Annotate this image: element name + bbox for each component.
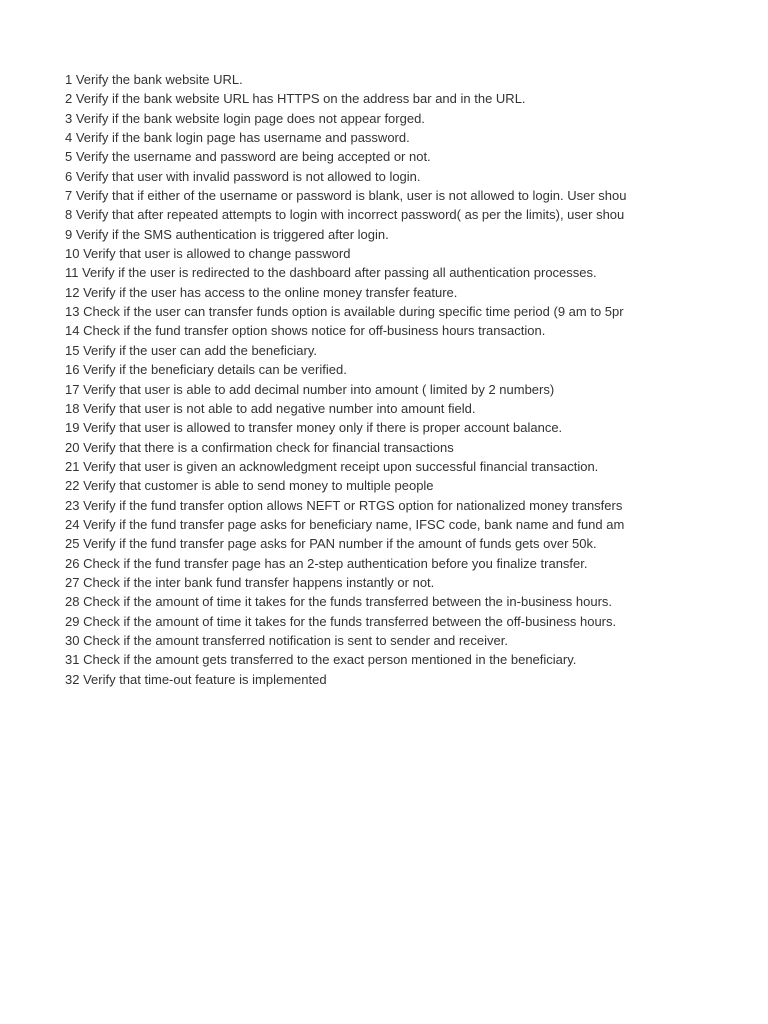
test-case-line: 14 Check if the fund transfer option shows notice for off-business hours transaction.: [65, 323, 546, 339]
test-case-line: 4 Verify if the bank login page has username and password.: [65, 130, 410, 146]
test-case-line: 18 Verify that user is not able to add negative number into amount field.: [65, 400, 476, 416]
test-case-line: 24 Verify if the fund transfer page asks for beneficiary name, IFSC code, bank name and fund am: [65, 516, 625, 532]
test-case-line: 1 Verify the bank website URL.: [65, 72, 243, 87]
test-case-line: 28 Check if the amount of time it takes for the funds transferred between the in-business hours.: [65, 594, 613, 610]
test-case-line: 5 Verify the username and password are being accepted or not.: [65, 149, 431, 165]
test-case-line: 2 Verify if the bank website URL has HTTPS on the address bar and in the URL.: [65, 91, 526, 107]
test-case-line: 11 Verify if the user is redirected to the dashboard after passing all authentication processes.: [65, 265, 597, 281]
test-case-line: 26 Check if the fund transfer page has an 2-step authentication before you finalize transfer.: [65, 555, 588, 571]
test-case-line: 25 Verify if the fund transfer page asks for PAN number if the amount of funds gets over 50k.: [65, 536, 597, 552]
test-case-line: 15 Verify if the user can add the beneficiary.: [65, 342, 317, 358]
test-case-line: 21 Verify that user is given an acknowledgment receipt upon successful financial transaction.: [65, 458, 599, 474]
test-case-line: 16 Verify if the beneficiary details can be verified.: [65, 362, 347, 378]
test-case-line: 32 Verify that time-out feature is implemented: [65, 671, 327, 687]
test-case-line: 29 Check if the amount of time it takes for the funds transferred between the off-business hours.: [65, 613, 617, 629]
test-case-line: 12 Verify if the user has access to the online money transfer feature.: [65, 284, 458, 300]
test-case-line: 7 Verify that if either of the username or password is blank, user is not allowed to login. User shou: [65, 188, 627, 204]
test-case-list: [65, 70, 657, 689]
test-case-line: 9 Verify if the SMS authentication is triggered after login.: [65, 226, 389, 242]
test-case-line: 23 Verify if the fund transfer option allows NEFT or RTGS option for nationalized money transfers: [65, 497, 623, 513]
test-case-line: 20 Verify that there is a confirmation check for financial transactions: [65, 439, 454, 455]
test-case-line: 10 Verify that user is allowed to change password: [65, 246, 351, 262]
test-case-line: 17 Verify that user is able to add decimal number into amount ( limited by 2 numbers): [65, 381, 555, 397]
test-case-line: 22 Verify that customer is able to send money to multiple people: [65, 478, 434, 494]
test-case-line: 6 Verify that user with invalid password is not allowed to login.: [65, 168, 421, 184]
test-case-line: 3 Verify if the bank website login page does not appear forged.: [65, 110, 425, 126]
test-case-line: 19 Verify that user is allowed to transfer money only if there is proper account balance.: [65, 420, 563, 436]
test-case-line: 8 Verify that after repeated attempts to login with incorrect password( as per the limits), user shou: [65, 207, 625, 223]
test-case-line: 30 Check if the amount transferred notification is sent to sender and receiver.: [65, 632, 508, 648]
test-case-line: 27 Check if the inter bank fund transfer happens instantly or not.: [65, 574, 435, 590]
test-case-line: 31 Check if the amount gets transferred to the exact person mentioned in the beneficiary.: [65, 652, 577, 668]
test-case-line: 13 Check if the user can transfer funds option is available during specific time period (9 am to 5pr: [65, 304, 624, 320]
